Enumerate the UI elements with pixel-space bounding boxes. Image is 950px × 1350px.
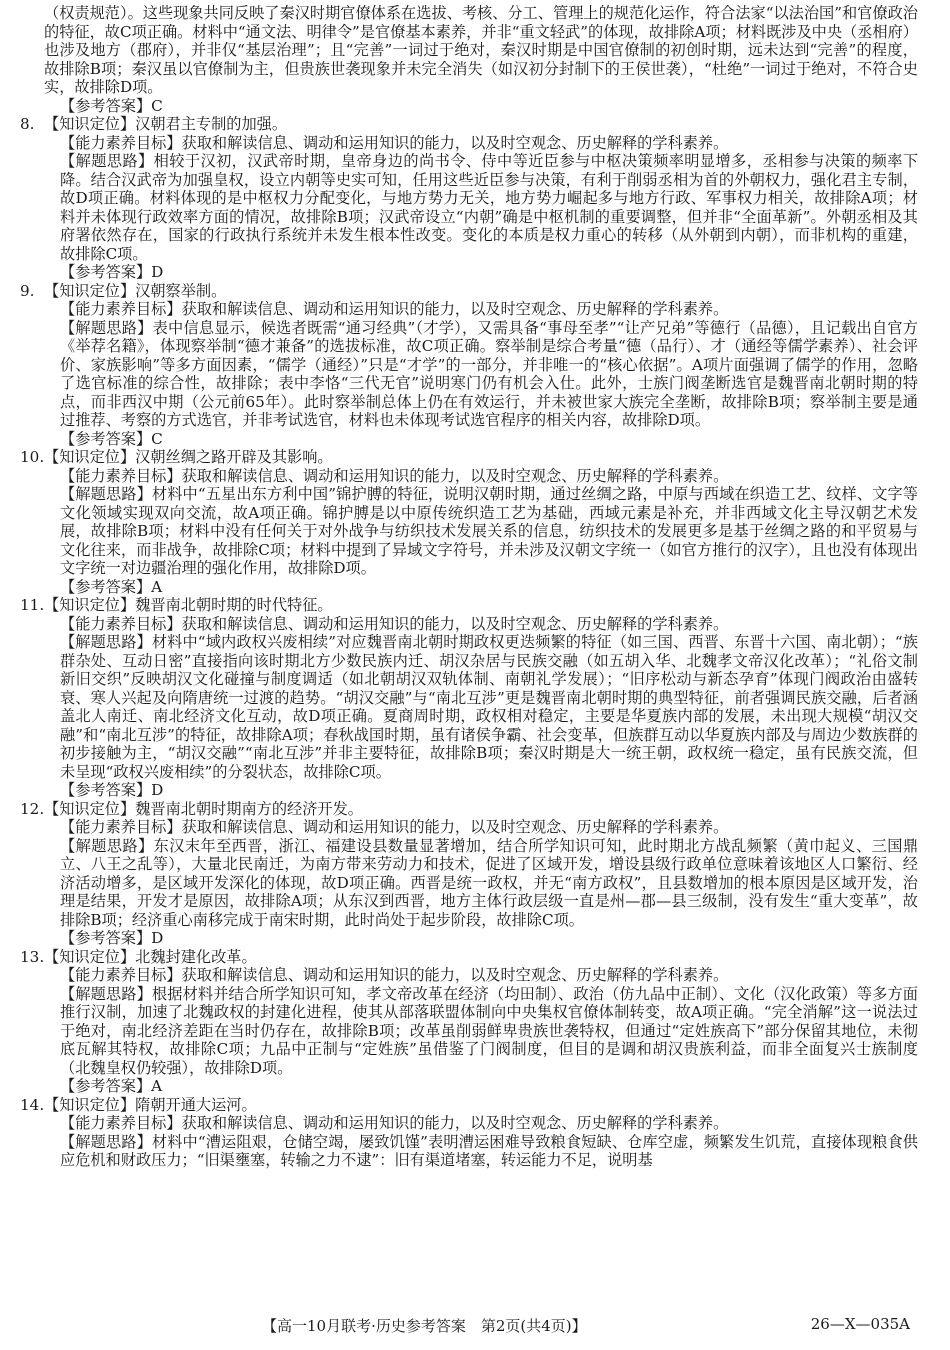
answer-sheet-page — [20, 4, 918, 1170]
solution-analysis: 【解题思路】材料中“漕运阻艰，仓储空竭，屡致饥馑”表明漕运困难导致粮食短缺、仓库空虚，频繁发生饥荒，直接体现粮食供应危机和财政压力；“旧渠壅塞，转输之力不逮”：旧有渠道堵塞，转运能力不足，说明基 — [60, 1132, 918, 1169]
question-number: 10. — [20, 448, 45, 466]
question-12 — [20, 799, 918, 948]
reference-answer: 【参考答案】A — [60, 1077, 163, 1095]
reference-answer: 【参考答案】D — [60, 929, 164, 947]
ability-goal: 【能力素养目标】获取和解读信息、调动和运用知识的能力，以及时空观念、历史解释的学科素养。 — [60, 614, 729, 633]
ability-goal: 【能力素养目标】获取和解读信息、调动和运用知识的能力，以及时空观念、历史解释的学科素养。 — [60, 818, 729, 836]
question-number: 14. — [20, 1095, 45, 1114]
reference-answer: 【参考答案】A — [60, 577, 163, 596]
knowledge-point: 【知识定位】汉朝察举制。 — [44, 281, 227, 300]
knowledge-point: 【知识定位】北魏封建化改革。 — [44, 947, 257, 966]
knowledge-point: 【知识定位】魏晋南北朝时期南方的经济开发。 — [44, 799, 363, 818]
question-14 — [20, 1095, 918, 1170]
question-13 — [20, 947, 918, 1096]
question-number: 12. — [20, 799, 45, 818]
question-number: 8. — [20, 115, 35, 133]
ability-goal: 【能力素养目标】获取和解读信息、调动和运用知识的能力，以及时空观念、历史解释的学科素养。 — [60, 466, 729, 485]
question-number: 11. — [20, 596, 45, 614]
question-11 — [20, 596, 918, 800]
solution-analysis: 【解题思路】材料中“五星出东方利中国”锦护膊的特征，说明汉朝时期，通过丝绸之路，中原与西域在织造工艺、纹样、文字等文化领域实现双向交流，故A项正确。锦护膊是以中原传统织造工艺为基础，西域元素是补充，并非西域文化主导汉朝艺术发展，故排除B项；材料中没有任何关于对外战争与纺织技术发展关系的信息，纺织技术的发展更多是基于丝绸之路的和平贸易与文化往来，而非战争，故排除C项；材料中提到了异域文字符号，并未涉及汉朝文字统一（如官方推行的汉字），且也没有体现出文字统一对边疆治理的强化作用，故排除D项。 — [60, 485, 918, 577]
question-number: 13. — [20, 947, 45, 966]
knowledge-point: 【知识定位】隋朝开通大运河。 — [44, 1095, 257, 1114]
solution-analysis: 【解题思路】相较于汉初，汉武帝时期，皇帝身边的尚书令、侍中等近臣参与中枢决策频率明显增多，丞相参与决策的频率下降。结合汉武帝为加强皇权，设立内朝等史实可知，任用这些近臣参与决策，有利于削弱丞相为首的外朝权力，强化君主专制，故D项正确。材料体现的是中枢权力分配变化，与地方势力无关，地方势力崛起多与地方行政、军事权力相关，故排除A项；材料并未体现行政效率方面的情况，故排除B项；汉武帝设立“内朝”确是中枢机制的重要调整，但并非“全面革新”。外朝丞相及其府署依然存在，国家的行政执行系统并未发生根本性改变。变化的本质是权力重心的转移（从外朝到内朝），而非机构的重建，故排除C项。 — [60, 152, 918, 263]
question-number: 9. — [20, 281, 35, 300]
solution-analysis: 【解题思路】根据材料并结合所学知识可知，孝文帝改革在经济（均田制）、政治（仿九品中正制）、文化（汉化政策）等多方面推行汉制，加速了北魏政权的封建化进程，使其从部落联盟体制向中央集权官僚体制转变，故A项正确。“完全消解”这一说法过于绝对，南北经济差距在当时仍存在，故排除B项；改革虽削弱鲜卑贵族世袭特权，但通过“定姓族高下”部分保留其地位，未彻底瓦解其特权，故排除C项；九品中正制与“定姓族”虽借鉴了门阀制度，但目的是调和胡汉贵族利益，而非全面复兴士族制度（北魏皇权仍较强），故排除D项。 — [60, 984, 918, 1077]
reference-answer: 【参考答案】D — [60, 263, 164, 281]
ability-goal: 【能力素养目标】获取和解读信息、调动和运用知识的能力，以及时空观念、历史解释的学科素养。 — [60, 133, 729, 152]
intro-paragraph: （权责规范）。这些现象共同反映了秦汉时期官僚体系在选拔、考核、分工、管理上的规范化运作，符合法家“以法治国”和官僚政治的特征，故C项正确。材料中“通文法、明律令”是官僚基本素养，并非“重文轻武”的体现，故排除A项；材料既涉及中央（丞相府）也涉及地方（郡府），并非仅“基层治理”；且“完善”一词过于绝对，秦汉时期是中国官僚制的初创时期，远未达到“完善”的程度，故排除B项；秦汉虽以官僚制为主，但贵族世袭现象并未完全消失（如汉初分封制下的王侯世袭），“杜绝”一词过于绝对，不符合史实，故排除D项。 — [44, 4, 918, 96]
solution-analysis: 【解题思路】材料中“域内政权兴废相续”对应魏晋南北朝时期政权更迭频繁的特征（如三国、西晋、东晋十六国、南北朝）；“族群杂处、互动日密”直接指向该时期北方少数民族内迁、胡汉杂居与民族交融（如五胡入华、北魏孝文帝汉化改革）；“礼俗文制新旧交织”反映胡汉文化碰撞与制度调适（如北朝胡汉双轨体制、南朝礼学发展）；“旧序松动与新态孕育”体现门阀政治由盛转衰、寒人兴起及向隋唐统一过渡的趋势。“胡汉交融”与“南北互涉”更是魏晋南北朝时期的典型特征，前者强调民族交融，后者涵盖北人南迁、南北经济文化互动，故D项正确。夏商周时期，政权相对稳定，主要是华夏族内部的发展，未出现大规模“胡汉交融”和“南北互涉”的特征，故排除A项；春秋战国时期，虽有诸侯争霸、社会变革，但族群互动以华夏族内部及与周边少数族群的初步接触为主，“胡汉交融”“南北互涉”并非主要特征，故排除B项；秦汉时期是大一统王朝，政权统一稳定，虽有民族交流，但未呈现“政权兴废相续”的分裂状态，故排除C项。 — [60, 633, 918, 781]
solution-analysis: 【解题思路】表中信息显示，候选者既需“通习经典”（才学），又需具备“事母至孝”“让产兄弟”等德行（品德），且记载出自官方《举荐名籍》，体现察举制“德才兼备”的选拔标准，故C项正确。察举制是综合考量“德（品行）、才（通经等儒学素养）、社会评价、家族影响”等多方面因素，“儒学（通经）”只是“才学”的一部分，并非唯一的“核心依据”。A项片面强调了儒学的作用，忽略了选官标准的综合性，故排除；表中李恪“三代无官”说明寒门仍有机会入仕。此外，士族门阀垄断选官是魏晋南北朝时期的特点，而非西汉中期（公元前65年）。此时察举制总体上仍在有效运行，并未被世家大族完全垄断，故排除B项；察举制主要是通过推荐、考察的方式选官，并非考试选官，材料也未体现考试选官程序的相关内容，故排除D项。 — [60, 318, 918, 429]
page-footer — [0, 1315, 950, 1337]
knowledge-point: 【知识定位】魏晋南北朝时期的时代特征。 — [44, 596, 333, 614]
footer-title: 【高一10月联考·历史参考答案 第2页(共4页)】 — [262, 1317, 587, 1335]
reference-answer: 【参考答案】D — [60, 781, 164, 799]
ability-goal: 【能力素养目标】获取和解读信息、调动和运用知识的能力，以及时空观念、历史解释的学科素养。 — [60, 300, 729, 318]
knowledge-point: 【知识定位】汉朝君主专制的加强。 — [44, 115, 287, 133]
solution-analysis: 【解题思路】东汉末年至西晋，浙江、福建设县数量显著增加，结合所学知识可知，此时期北方战乱频繁（黄巾起义、三国鼎立、八王之乱等），大量北民南迁，为南方带来劳动力和技术，促进了区域开发，增设县级行政单位意味着该地区人口繁衍、经济活动增多，是区域开发深化的体现，故D项正确。西晋是统一政权，并无“南方政权”，且县数增加的根本原因是区域开发，治理是结果，开发才是原因，故排除A项；从东汉到西晋，地方主体行政层级一直是州—郡—县三级制，没有发生“重大变革”，故排除B项；经济重心南移完成于南宋时期，此时尚处于起步阶段，故排除C项。 — [60, 836, 918, 929]
intro-answer: 【参考答案】C — [60, 96, 163, 115]
ability-goal: 【能力素养目标】获取和解读信息、调动和运用知识的能力，以及时空观念、历史解释的学科素养。 — [60, 966, 729, 984]
question-10 — [20, 448, 918, 596]
ability-goal: 【能力素养目标】获取和解读信息、调动和运用知识的能力，以及时空观念、历史解释的学科素养。 — [60, 1114, 729, 1132]
question-9 — [20, 281, 918, 449]
footer-code: 26—X—035A — [810, 1315, 910, 1333]
knowledge-point: 【知识定位】汉朝丝绸之路开辟及其影响。 — [44, 448, 333, 466]
reference-answer: 【参考答案】C — [60, 429, 163, 448]
question-8 — [20, 115, 918, 282]
